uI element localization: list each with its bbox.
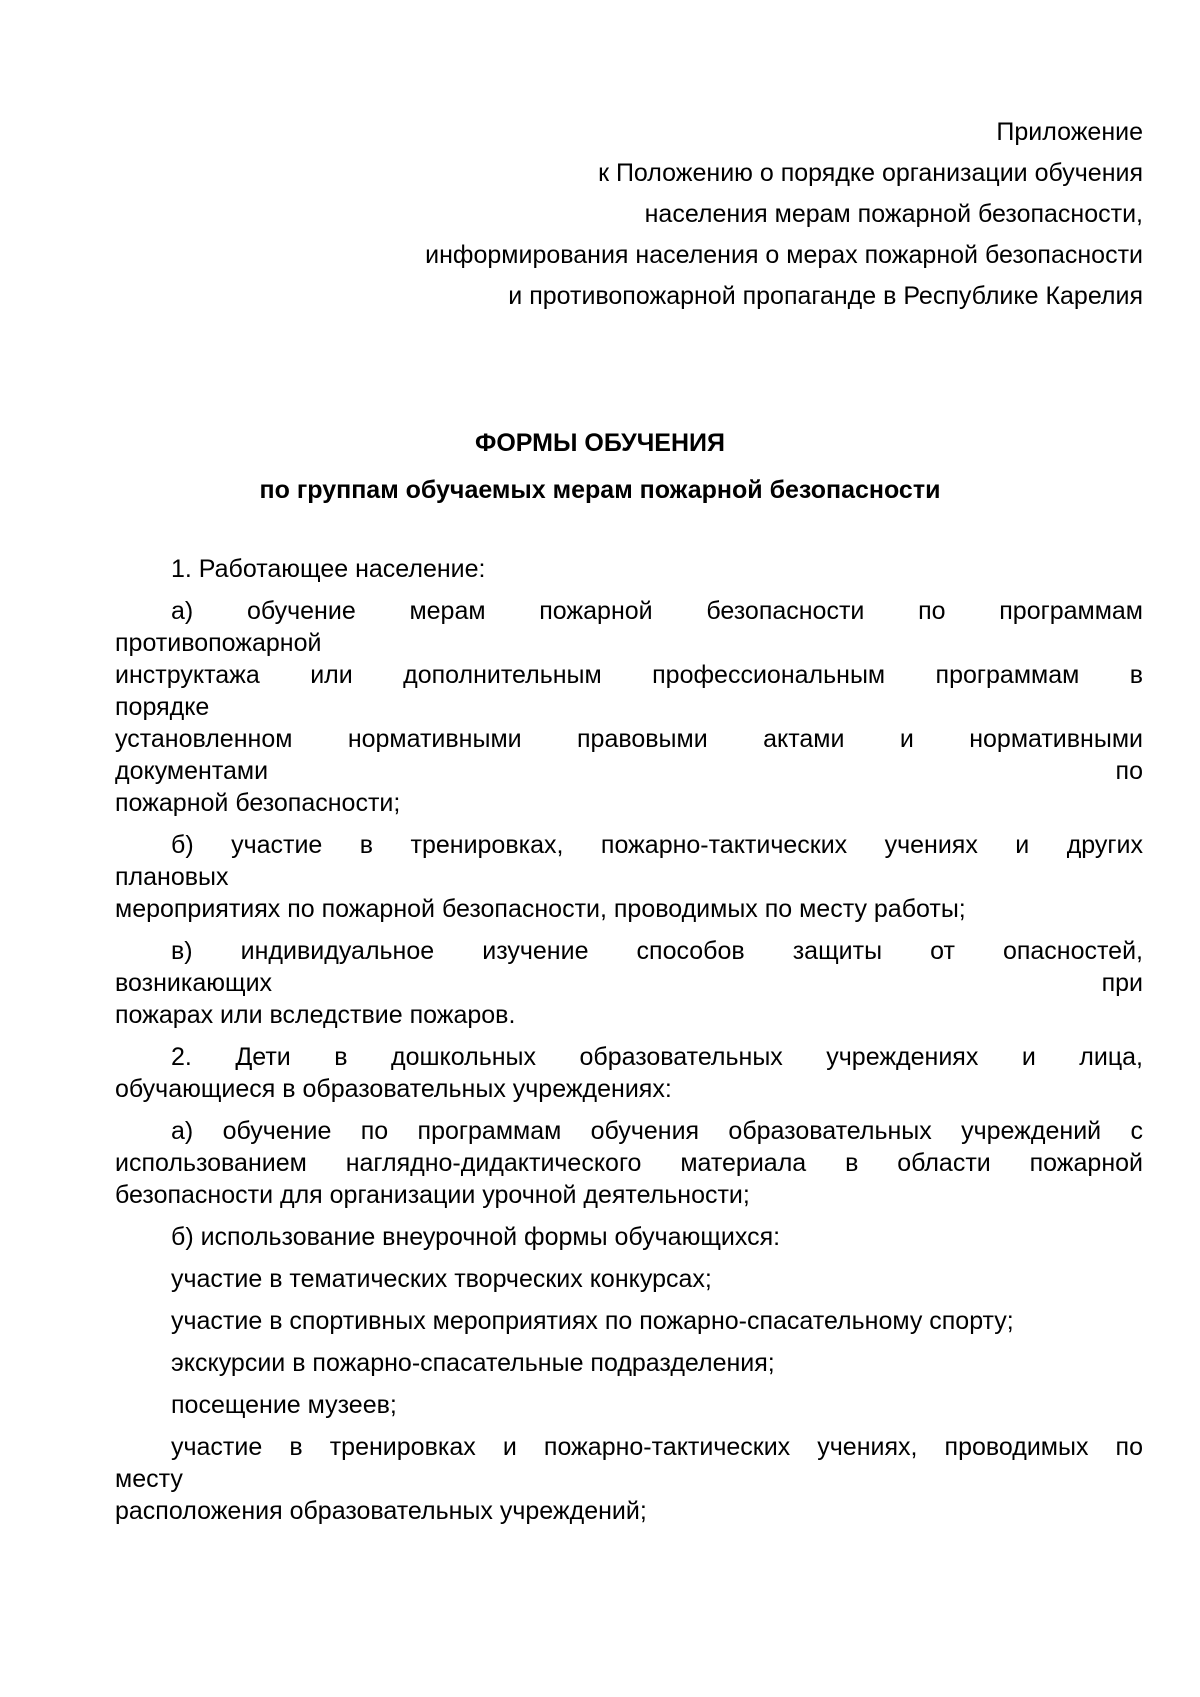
section-1-item-a: а) обучение мерам пожарной безопасности по программам противопожарной инструктажа или дополнительным профессиональным программам в порядке установленном нормативными правовыми актами и нормативными документами по пожарной безопасности; [115,597,1143,817]
section-2-item-a: а) обучение по программам обучения образовательных учреждений с использованием наглядно-дидактического материала в области пожарной безопасности для организации урочной деятельности; [115,1117,1143,1209]
list-item: участие в тренировках и пожарно-тактических учениях, проводимых по месту расположения образовательных учреждений; [115,1433,1143,1525]
document-title [0,420,1200,514]
section-2-item-b: б) использование внеурочной формы обучающихся: [171,1223,781,1251]
document-body [115,553,1143,1537]
section-1-item-c: в) индивидуальное изучение способов защиты от опасностей, возникающих при пожарах или вследствие пожаров. [115,937,1143,1029]
appendix-header [243,112,1143,317]
list-item: участие в спортивных мероприятиях по пожарно-спасательному спорту; [171,1307,1014,1335]
title-subtitle: по группам обучаемых мерам пожарной безопасности [259,476,941,504]
list-item: экскурсии в пожарно-спасательные подразделения; [171,1349,775,1377]
appendix-line: Приложение [996,118,1143,146]
section-1-item-b: б) участие в тренировках, пожарно-тактических учениях и других плановых мероприятиях по пожарной безопасности, проводимых по месту работы; [115,831,1143,923]
appendix-line: к Положению о порядке организации обучения [598,159,1143,187]
appendix-line: информирования населения о мерах пожарной безопасности [425,241,1143,269]
list-item: посещение музеев; [171,1391,397,1419]
appendix-line: и противопожарной пропаганде в Республике Карелия [508,282,1143,310]
section-1-heading: 1. Работающее население: [171,555,486,583]
title-main: ФОРМЫ ОБУЧЕНИЯ [475,429,725,457]
list-item: участие в тематических творческих конкурсах; [171,1265,712,1293]
section-2-heading: 2. Дети в дошкольных образовательных учреждениях и лица, обучающиеся в образовательных учреждениях: [115,1043,1143,1103]
appendix-line: населения мерам пожарной безопасности, [644,200,1143,228]
